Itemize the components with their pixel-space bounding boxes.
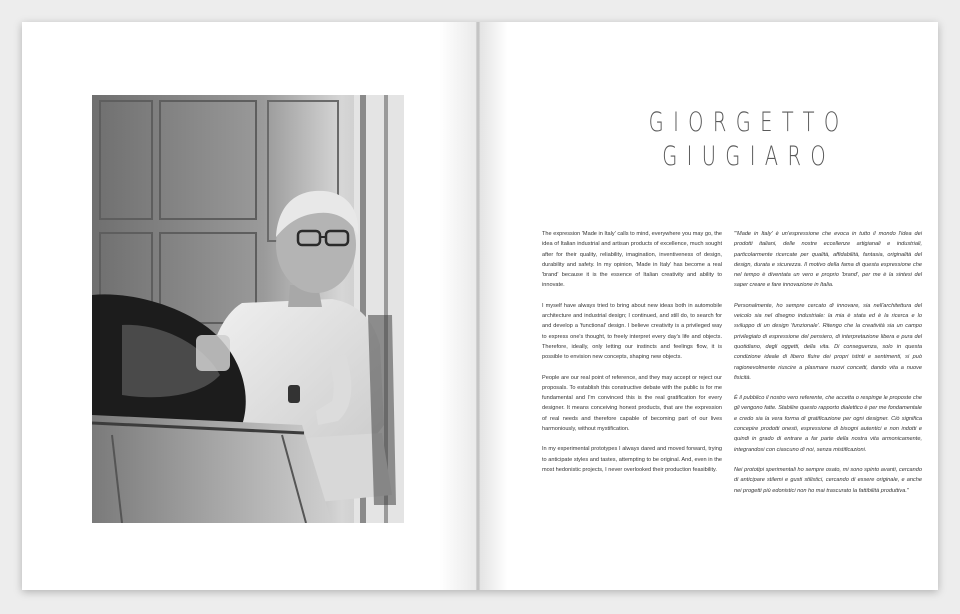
- right-page: [480, 22, 938, 590]
- italian-paragraph-1: "'Made in Italy' è un'espressione che evoca in tutto il mondo l'idea dei prodotti italiani, delle nostre eccellenze artigianali e industriali, particolarmente ricercate per qualità, affidabilità, fantasia, originalità del design, durata e sicurezza. Il motivo della fama di questa espressione che nel tempo è diventata un vero e proprio 'brand', per me è la sintesi del saper creare e fare innovazione in Italia.: [734, 231, 922, 289]
- italian-paragraph-4: Nei prototipi sperimentali ho sempre osato, mi sono spinto avanti, cercando di anticipare stilemi e gusti stilistici, cercando di essere originale, e anche nei progetti più edonistici non ho mai trascurato la fattibilità produttiva.": [734, 466, 922, 494]
- english-paragraph-3: People are our real point of reference, and they may accept or reject our proposals. To establish this constructive debate with the public is for me fundamental and I'm convinced this is the real gratification for every designer. It means conceiving honest products, that are the expression of real needs and therefore capable of becoming part of our lives harmoniously, without mystification.: [542, 374, 722, 433]
- portrait-photo: [92, 95, 404, 523]
- english-paragraph-2: I myself have always tried to bring about new ideas both in automobile architecture and industrial design; I continued, and still do, to search for and develop a 'functional' design. I believe creativity is a privileged way to express one's thought, to freely interpret every day's life and objects. Therefore, ideally, only letting our instincts and feelings flow, it is possible to envision new concepts, shaping new objects.: [542, 302, 722, 361]
- left-page: [22, 22, 476, 590]
- title-line-first-name: GIORGETTO: [648, 107, 849, 138]
- english-paragraph-1: The expression 'Made in Italy' calls to mind, everywhere you may go, the idea of Italian industrial and artisan products of excellence, much sought after for their quality, reliability, imagination, inventiveness of design, durability and safety. In my opinion, 'Made in Italy' has become a real 'brand' because it is the essence of Italian creativity and ability to innovate.: [542, 231, 722, 289]
- article-title: [480, 106, 938, 174]
- magazine-spread: [22, 22, 938, 590]
- italian-paragraph-3: È il pubblico il nostro vero referente, che accetta o respinge le proposte che gli vengono fatte. Stabilire questo rapporto dialettico è per me fondamentale e credo sia la vera forma di gratificazione per ogni designer. Ciò significa concepire prodotti onesti, espressione di bisogni autentici e non indotti e quindi in grado di entrare a far parte della nostra vita armonicamente, integrandosi con ciascuno di noi, senza mistificazioni.: [734, 395, 922, 453]
- english-text-column: [542, 229, 722, 485]
- italian-paragraph-2: Personalmente, ho sempre cercato di innovare, sia nell'architettura del veicolo sia nel disegno industriale: la mia è stata ed è la ricerca e lo sviluppo di un design 'funzionale'. Ritengo che la creatività sia un campo privilegiato di espressione del pensiero, di interpretazione libera e pura del quotidiano, degli oggetti, della vita. Di conseguenza, solo in questa condizione ideale di libero fluire dei propri istinti e sentimenti, si può ragionevolmente riuscire a plasmare nuovi concetti, dando vita a nuove fisicità.: [734, 302, 922, 381]
- title-line-last-name: GIUGIARO: [662, 141, 835, 172]
- italian-text-column: [734, 229, 922, 506]
- english-paragraph-4: In my experimental prototypes I always dared and moved forward, trying to anticipate styles and tastes, attempting to be original. And, even in the most hedonistic projects, I never overlooked their production feasibility.: [542, 446, 722, 473]
